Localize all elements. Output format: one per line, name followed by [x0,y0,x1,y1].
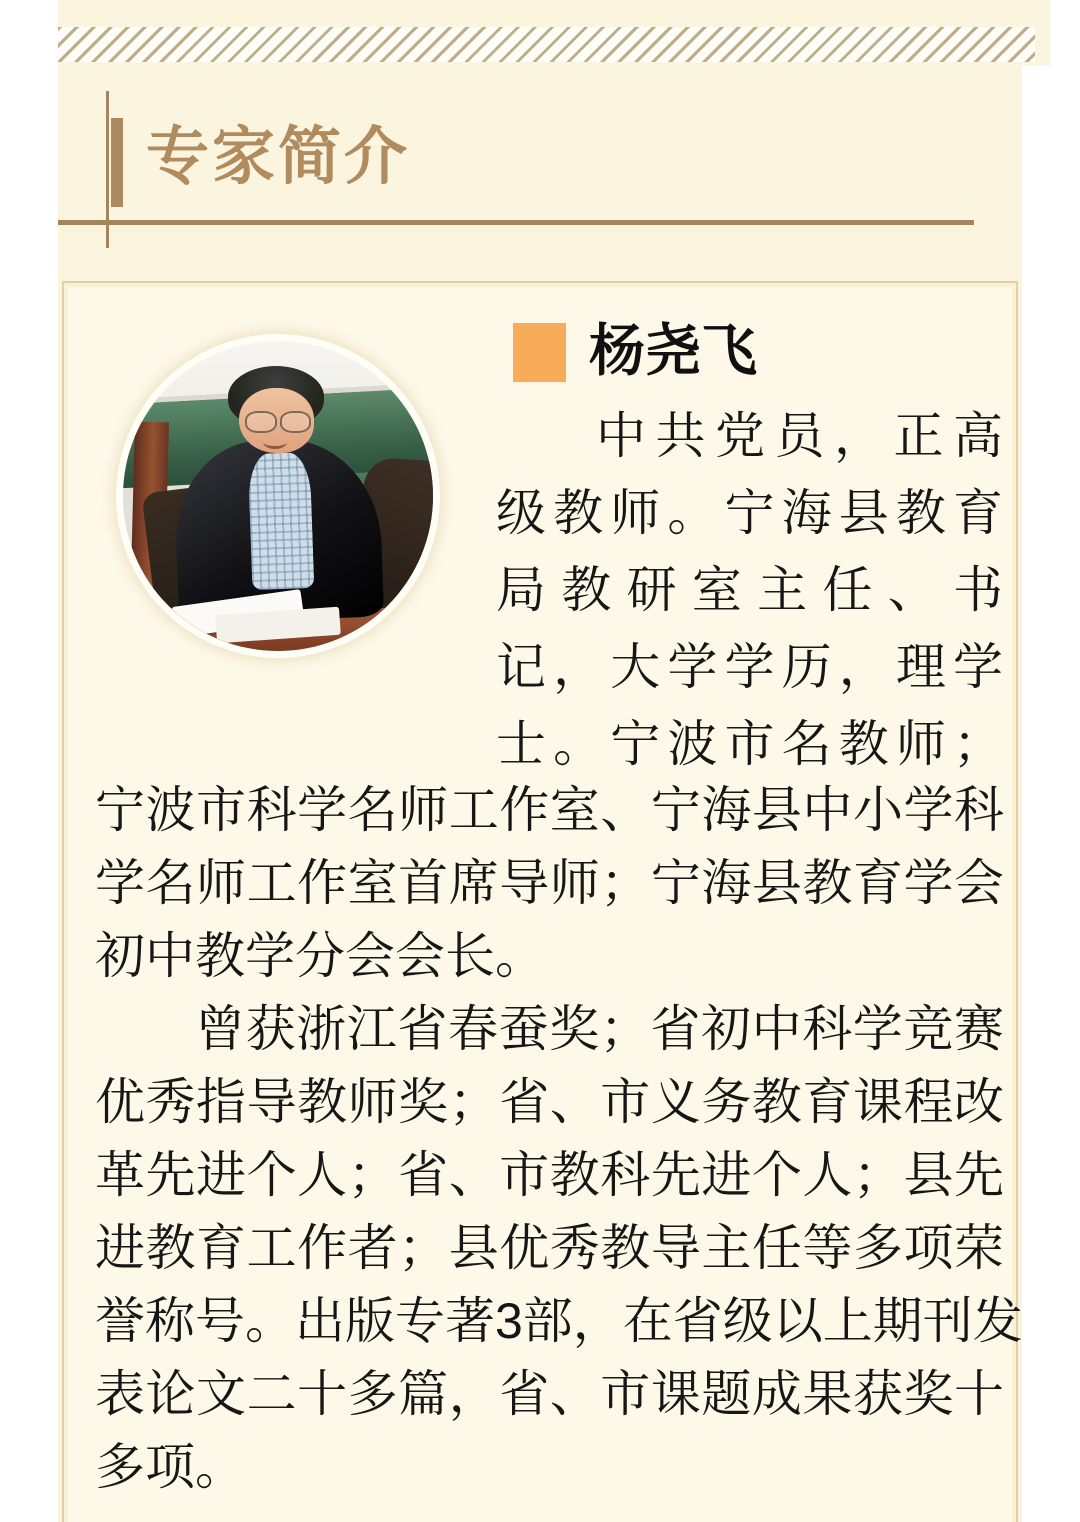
bio-line: 中共党员，正高 [596,408,1003,464]
bio-line: 誉称号。出版专著3部，在省级以上期刊发 [95,1293,1023,1349]
name-bullet-square [513,323,566,382]
profile-photo-ring [116,334,440,658]
profile-photo[interactable] [123,341,433,651]
bio-line: 革先进个人；省、市教科先进个人；县先 [95,1147,1004,1203]
photo-glasses-left-lens [245,411,277,434]
title-accent-bar [111,118,123,207]
bio-line: 表论文二十多篇，省、市课题成果获奖十 [95,1366,1004,1422]
section-title: 专家简介 [146,122,410,192]
bio-line: 多项。 [95,1439,245,1495]
expert-name: 杨尧飞 [589,319,757,382]
bio-line: 进教育工作者；县优秀教导主任等多项荣 [95,1220,1004,1276]
bio-line: 优秀指导教师奖；省、市义务教育课程改 [95,1074,1004,1130]
bio-line: 士。宁波市名教师； [496,716,1003,772]
photo-person-shirt [248,452,315,590]
bio-line: 初中教学分会会长。 [95,928,545,984]
decorative-stripes-banner [58,27,1035,62]
photo-glasses-right-lens [280,411,312,434]
bio-line: 局教研室主任、书 [496,562,1003,618]
title-underline [58,220,974,225]
bio-line: 宁波市科学名师工作室、宁海县中小学科 [95,782,1004,838]
bio-line: 学名师工作室首席导师；宁海县教育学会 [95,855,1004,911]
bio-line: 记，大学学历，理学 [496,639,1003,695]
bio-line: 级教师。宁海县教育 [496,485,1003,541]
bio-line: 曾获浙江省春蚕奖；省初中科学竞赛 [195,1001,1004,1057]
